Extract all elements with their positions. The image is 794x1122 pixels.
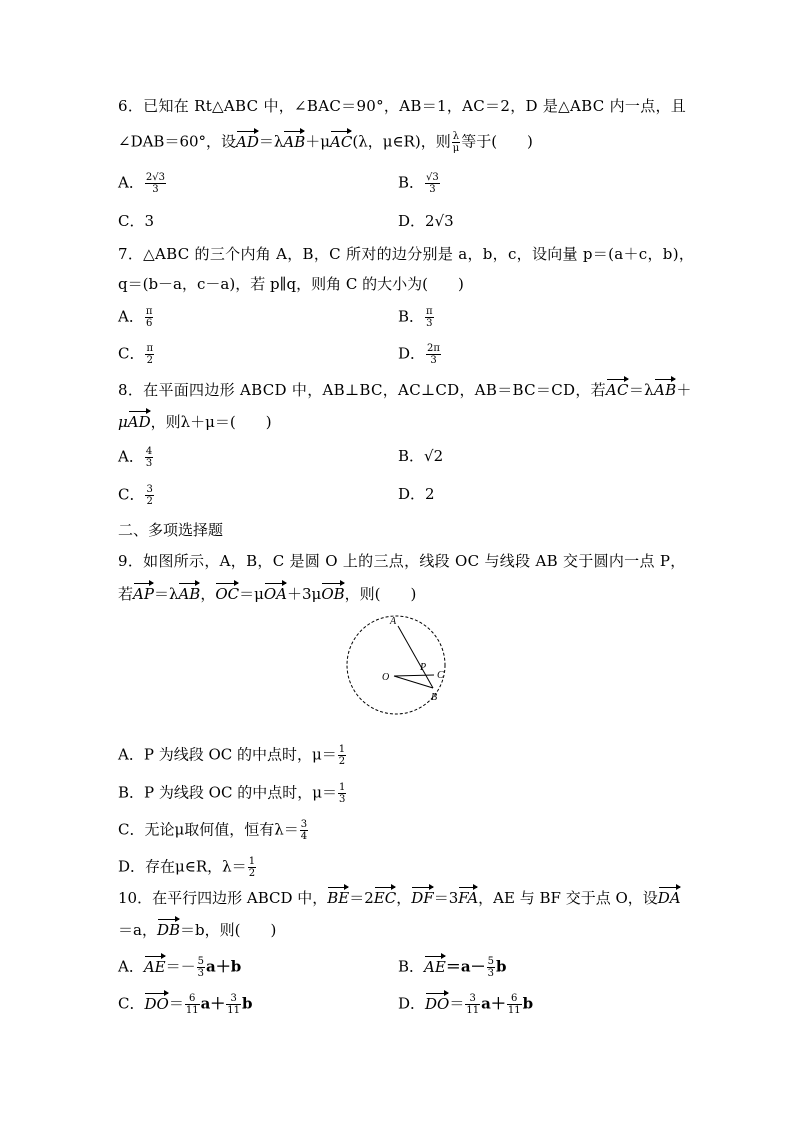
vector-ad: AD: [236, 132, 259, 151]
q9-option-b[interactable]: B．P 为线段 OC 的中点时，μ＝ $\frac{1}{3}$: [118, 782, 346, 805]
q9-option-c[interactable]: C．无论μ取何值，恒有λ＝ $\frac{3}{4}$: [118, 819, 308, 842]
q6-stem-line2: [118, 131, 533, 154]
q6-option-c[interactable]: C．3: [118, 212, 155, 230]
q9-stem-line1: 9．如图所示，A，B，C 是圆 O 上的三点，线段 OC 与线段 AB 交于圆内一点 P，: [118, 552, 686, 570]
q9-option-d[interactable]: D．存在μ∈R，λ＝ $\frac{1}{2}$: [118, 856, 256, 879]
q10-stem-line2: ＝a，DB＝b，则( ): [118, 921, 277, 939]
q8-option-c[interactable]: C． $\frac{3}{2}$: [118, 484, 153, 507]
lambda-over-mu: $\frac{\lambda}{\mu}$: [452, 131, 460, 154]
q6-text: (λ，μ∈R)，则: [352, 132, 451, 151]
label-o: O: [382, 672, 390, 683]
q6-option-b[interactable]: B． $\frac{√3}{3}$: [398, 172, 439, 195]
q10-option-b[interactable]: B．AE＝a－ $\frac{5}{3}$ b: [398, 956, 507, 979]
q8-option-d[interactable]: D．2: [398, 485, 435, 503]
q9-stem-line2: 若AP＝λAB，OC＝μOA＋3μOB，则( ): [118, 585, 417, 603]
q9-option-a[interactable]: A．P 为线段 OC 的中点时，μ＝ $\frac{1}{2}$: [118, 744, 346, 767]
q6-option-a[interactable]: A． $\frac{2√3}{3}$: [118, 172, 165, 195]
q10-stem-line1: 10．在平行四边形 ABCD 中，BE＝2EC，DF＝3FA，AE 与 BF 交于点 O，设DA: [118, 889, 681, 907]
q6-stem-line1: 6．已知在 Rt△ABC 中，∠BAC＝90°，AB＝1，AC＝2，D 是△ABC 内一点，且: [118, 97, 687, 115]
vector-fa: FA: [458, 889, 479, 907]
vector-be: BE: [327, 889, 350, 907]
q10-option-c[interactable]: C．DO＝ $\frac{6}{11}$ a＋ $\frac{3}{11}$ b: [118, 993, 253, 1016]
q6-text: ＋μ: [305, 132, 331, 151]
q7-option-a[interactable]: A． $\frac{\pi}{6}$: [118, 306, 153, 329]
segment-oc: [394, 675, 434, 676]
vector-ad: AD: [127, 413, 151, 431]
vector-da: DA: [657, 889, 681, 907]
vector-ab: AB: [283, 132, 306, 151]
label-b: B: [431, 692, 438, 703]
vector-df: DF: [411, 889, 434, 907]
q8-option-b[interactable]: B．√2: [398, 447, 444, 465]
q7-option-d[interactable]: D． $\frac{2\pi}{3}$: [398, 343, 440, 366]
q7-option-c[interactable]: C． $\frac{\pi}{2}$: [118, 343, 154, 366]
vector-ec: EC: [373, 889, 397, 907]
label-c: C: [437, 670, 444, 681]
q10-option-a[interactable]: A．AE＝－ $\frac{5}{3}$ a＋b: [118, 956, 242, 979]
q10-option-d[interactable]: D．DO＝ $\frac{3}{11}$ a＋ $\frac{6}{11}$ b: [398, 993, 534, 1016]
vector-ob: OB: [321, 585, 345, 603]
vector-ac: AC: [605, 381, 629, 399]
q6-text: ∠DAB＝60°，设: [118, 132, 237, 151]
q7-stem-line1: 7．△ABC 的三个内角 A，B，C 所对的边分别是 a，b，c，设向量 p＝(a＋c，b)，: [118, 245, 695, 263]
vector-ab: AB: [653, 381, 677, 399]
vector-ac: AC: [330, 132, 353, 151]
vector-db: DB: [156, 921, 181, 939]
q8-stem-line2: μAD，则λ＋μ＝( ): [118, 413, 272, 431]
circle-figure: [340, 614, 460, 722]
q6-option-d[interactable]: D．2√3: [398, 212, 454, 230]
q7-option-b[interactable]: B． $\frac{\pi}{3}$: [398, 306, 433, 329]
q7-stem-line2: q＝(b－a，c－a)，若 p∥q，则角 C 的大小为( ): [118, 275, 464, 293]
q8-option-a[interactable]: A． $\frac{4}{3}$: [118, 446, 153, 469]
vector-oc: OC: [215, 585, 240, 603]
label-a: A: [390, 616, 397, 627]
vector-oa: OA: [263, 585, 288, 603]
section-heading-multiple-choice: 二、多项选择题: [118, 521, 224, 539]
q8-stem-line1: 8．在平面四边形 ABCD 中，AB⊥BC，AC⊥CD，AB＝BC＝CD，若AC＝λAB＋: [118, 381, 692, 399]
q6-text: ＝λ: [258, 132, 284, 151]
label-p: P: [420, 662, 427, 673]
vector-ab: AB: [178, 585, 201, 603]
vector-ap: AP: [133, 585, 154, 603]
q6-text: 等于( ): [461, 132, 533, 151]
